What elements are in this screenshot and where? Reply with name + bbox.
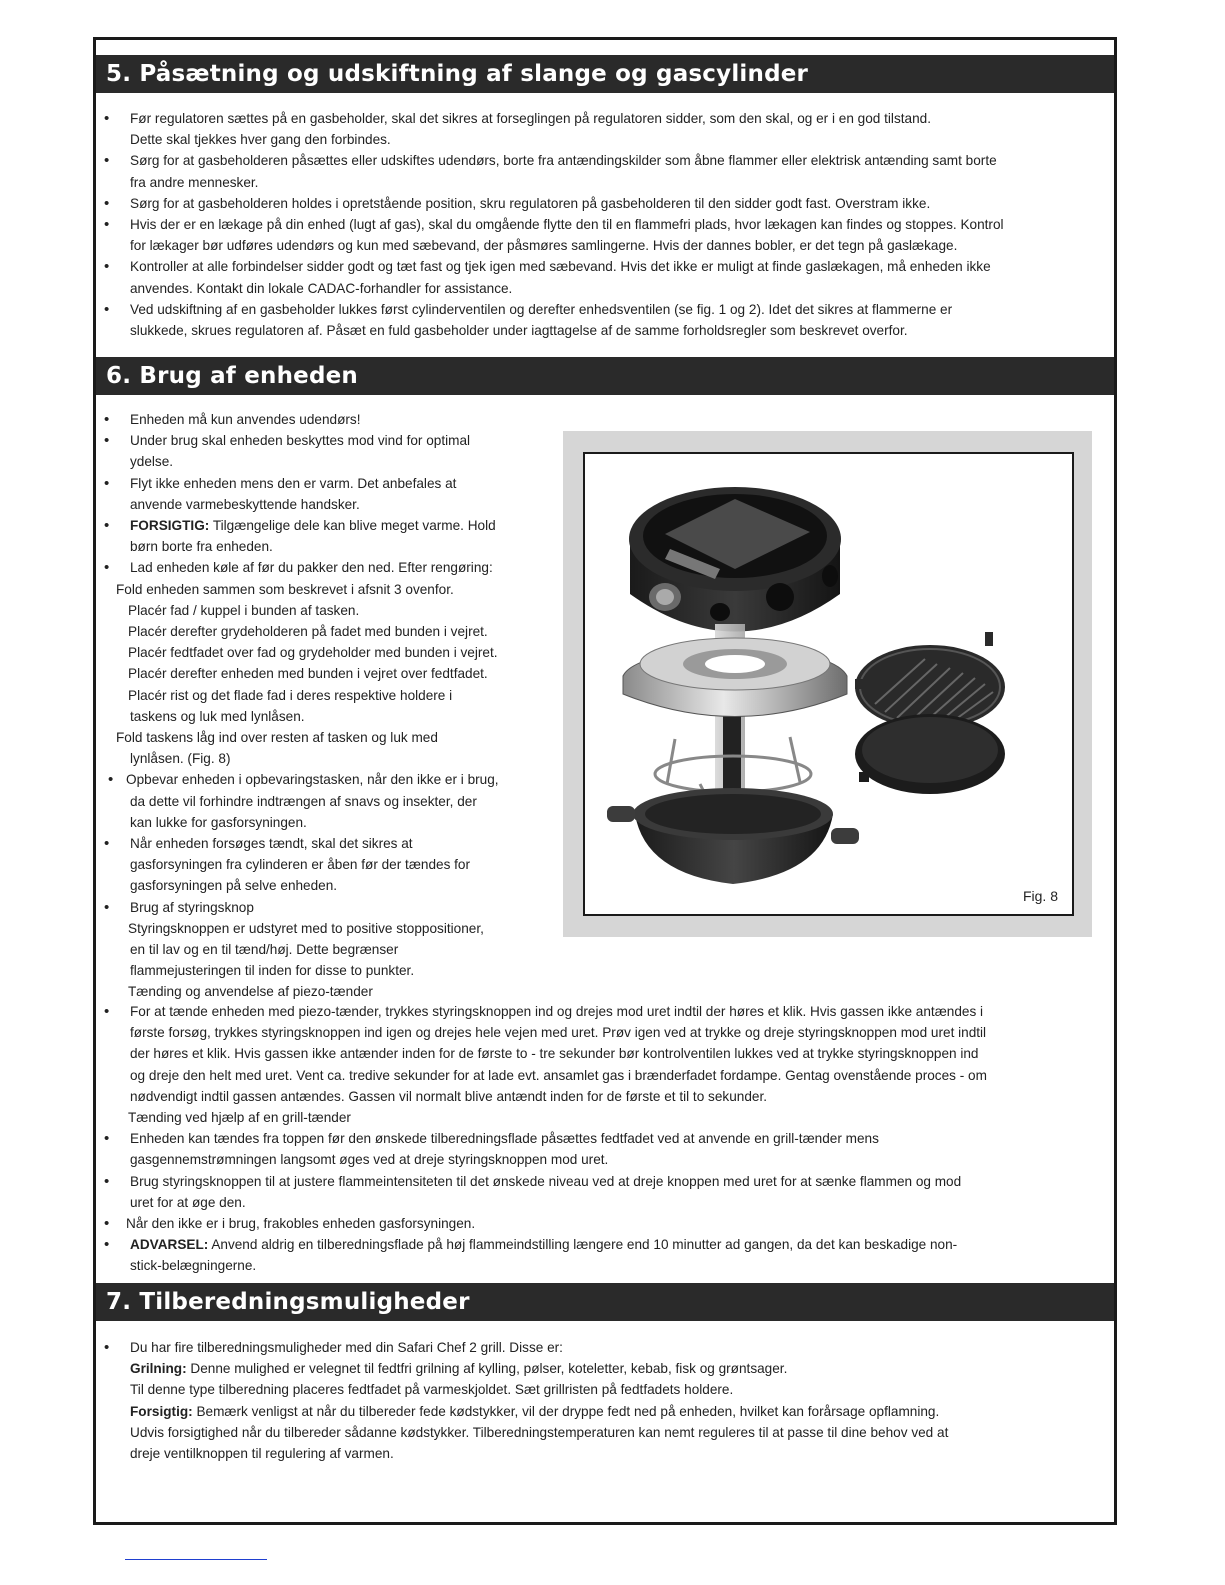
- list-item: • Enheden kan tændes fra toppen før den ønskede tilberedningsflade påsættes fedtfadet ved at anvende en grill-tænder mens: [104, 1130, 879, 1148]
- list-item-cont: der høres et klik. Hvis gassen ikke antænder inden for de første to - tre sekunder bør kontrolventilen lukkes ved at trykke styringsknoppen ind: [130, 1046, 979, 1062]
- list-item-cont: anvendes. Kontakt din lokale CADAC-forhandler for assistance.: [130, 280, 513, 296]
- list-item-cont: Fold taskens låg ind over resten af tasken og luk med: [116, 730, 438, 746]
- list-item-cont: uret for at øge den.: [130, 1194, 246, 1210]
- list-item-cont: og dreje den helt med uret. Vent ca. tredive sekunder for at lade evt. ansamlet gas i brænderfadet fordampe. Gentag ovenstående proces - om: [130, 1067, 987, 1083]
- list-item-cont: dreje ventilknoppen til regulering af varmen.: [130, 1446, 394, 1462]
- list-item-cont: Placér derefter enheden med bunden i vejret over fedtfadet.: [128, 666, 488, 682]
- list-item-cont: Fold enheden sammen som beskrevet i afsnit 3 ovenfor.: [116, 581, 454, 597]
- grilning-label: Grilning:: [130, 1361, 187, 1377]
- list-item-cont: gasforsyningen på selve enheden.: [130, 878, 338, 894]
- list-item-cont: Udvis forsigtighed når du tilbereder sådanne kødstykker. Tilberedningstemperaturen kan nemt reguleres til at passe til dine behov ved at: [130, 1424, 949, 1440]
- section-6-left-column: [104, 409, 499, 1003]
- list-item-cont: kan lukke for gasforsyningen.: [130, 814, 307, 830]
- list-item-cont: stick-belægningerne.: [130, 1258, 257, 1274]
- list-item-cont: slukkede, skrues regulatoren af. Påsæt en fuld gasbeholder under iagttagelse af de samme forholdsregler som beskrevet overfor.: [130, 323, 908, 339]
- list-item-cont: fra andre mennesker.: [130, 174, 259, 190]
- heat-shield: [623, 638, 847, 717]
- list-item-cont: Grilning: Denne mulighed er velegnet til fedtfri grilning af kylling, pølser, koteletter, kebab, fisk og grøntsager.: [130, 1361, 788, 1377]
- list-item-cont: gasforsyningen fra cylinderen er åben før der tændes for: [130, 857, 471, 873]
- list-item-cont: Placér fad / kuppel i bunden af tasken.: [128, 602, 360, 618]
- list-item: • FORSIGTIG: Tilgængelige dele kan blive meget varme. Hold: [104, 517, 496, 535]
- burner-unit: [629, 487, 841, 632]
- list-item-cont: Placér derefter grydeholderen på fadet med bunden i vejret.: [128, 624, 488, 640]
- list-item-cont: Til denne type tilberedning placeres fedtfadet på varmeskjoldet. Sæt grillristen på fedtfadets holdere.: [130, 1382, 734, 1398]
- forsigtig-label: FORSIGTIG:: [130, 518, 210, 534]
- list-item: • Du har fire tilberedningsmuligheder med din Safari Chef 2 grill. Disse er:: [104, 1339, 563, 1356]
- list-item: • Brug af styringsknop: [104, 898, 254, 916]
- figure-caption: Fig. 8: [1022, 888, 1058, 904]
- list-item-cont: flammejusteringen til inden for disse to punkter.: [130, 963, 415, 979]
- list-item: • Hvis der er en lækage på din enhed (lugt af gas), skal du omgående flytte den til en flammefri plads, hvor lækagen kan findes og stoppes. Kontrol: [104, 216, 1004, 234]
- list-item-cont: for lækager bør udføres udendørs og kun med sæbevand, der påsmøres samlingerne. Hvis der dannes bobler, er det tegn på gaslækage.: [130, 238, 958, 254]
- section-7-title: 7. Tilberedningsmuligheder: [96, 1283, 1114, 1321]
- list-item-cont: da dette vil forhindre indtrængen af snavs og insekter, der: [130, 793, 477, 809]
- list-item-cont: Placér fedtfadet over fad og grydeholder med bunden i vejret.: [128, 645, 498, 661]
- list-item: • Brug styringsknoppen til at justere flammeintensiteten til det ønskede niveau ved at dreje knoppen med uret for at sænke flammen og mod: [104, 1172, 962, 1190]
- list-item: • Under brug skal enheden beskyttes mod vind for optimal: [104, 432, 471, 450]
- list-item: • Kontroller at alle forbindelser sidder godt og tæt fast og tjek igen med sæbevand. Hvis det ikke er muligt at finde gaslækagen, må enheden ikke: [104, 258, 991, 276]
- list-item: • Sørg for at gasbeholderen holdes i opretstående position, skru regulatoren på gasbeholderen til den sidder godt fast. Overstram ikke.: [104, 194, 931, 212]
- list-item-cont: Styringsknoppen er udstyret med to positive stoppositioner,: [128, 920, 484, 936]
- section-6-full-width: [104, 1001, 987, 1277]
- list-item: • Når enheden forsøges tændt, skal det sikres at: [104, 835, 413, 853]
- list-item-cont: anvende varmebeskyttende handsker.: [130, 496, 360, 512]
- list-item-cont: børn borte fra enheden.: [130, 539, 273, 555]
- list-item-cont: Dette skal tjekkes hver gang den forbindes.: [130, 132, 391, 148]
- list-item: • Enheden må kun anvendes udendørs!: [104, 411, 361, 428]
- list-item: • Ved udskiftning af en gasbeholder lukkes først cylinderventilen og derefter enhedsventilen (se fig. 1 og 2). Idet det sikres at flammerne er: [104, 300, 953, 318]
- subheading: Tænding ved hjælp af en grill-tænder: [128, 1110, 351, 1126]
- advarsel-label: ADVARSEL:: [130, 1237, 209, 1253]
- base-pan: [607, 788, 859, 884]
- section-5-title: 5. Påsætning og udskiftning af slange og gascylinder: [96, 55, 1114, 93]
- list-item-cont: lynlåsen. (Fig. 8): [130, 751, 231, 767]
- list-item: • Opbevar enheden i opbevaringstasken, når den ikke er i brug,: [108, 771, 499, 789]
- list-item-cont: Placér rist og det flade fad i deres respektive holdere i: [128, 687, 453, 703]
- list-item-cont: ydelse.: [130, 454, 174, 470]
- flat-plate: [855, 714, 1005, 794]
- list-item: • Når den ikke er i brug, frakobles enheden gasforsyningen.: [104, 1215, 476, 1233]
- list-item: • ADVARSEL: Anvend aldrig en tilberedningsflade på høj flammeindstilling længere end 10 minutter ad gangen, da det kan beskadige non-: [104, 1236, 958, 1254]
- list-item-cont: taskens og luk med lynlåsen.: [130, 708, 305, 724]
- section-7-body: [104, 1337, 949, 1464]
- list-item-cont: Forsigtig: Bemærk venligst at når du tilbereder fede kødstykker, vil der dryppe fedt ned på enheden, hvilket kan forårsage opflamning.: [130, 1403, 940, 1419]
- section-5-body: [104, 108, 1004, 341]
- list-item: • For at tænde enheden med piezo-tænder, trykkes styringsknoppen ind og drejes mod uret indtil der høres et klik. Hvis gassen ikke antændes i: [104, 1003, 984, 1020]
- list-item-cont: gasgennemstrømningen langsomt øges ved at dreje styringsknoppen mod uret.: [130, 1152, 609, 1168]
- list-item-cont: Tænding og anvendelse af piezo-tænder: [128, 984, 373, 1000]
- list-item-cont: en til lav og en til tænd/høj. Dette begrænser: [130, 942, 399, 958]
- list-item: • Før regulatoren sættes på en gasbeholder, skal det sikres at forseglingen på regulatoren sidder, som den skal, og er i en god tilstand.: [104, 110, 931, 127]
- grill-exploded-illustration: [585, 454, 1072, 914]
- bottom-link-underline: [125, 1559, 267, 1560]
- section-6-title: 6. Brug af enheden: [96, 357, 1114, 395]
- list-item: • Lad enheden køle af før du pakker den ned. Efter rengøring:: [104, 559, 493, 577]
- list-item-cont: nødvendigt indtil gassen antændes. Gassen vil normalt blive antændt inden for de første et til to sekunder.: [130, 1088, 767, 1104]
- forsigtig-label-7: Forsigtig:: [130, 1403, 193, 1419]
- list-item: • Flyt ikke enheden mens den er varm. Det anbefales at: [104, 474, 457, 492]
- list-item: • Sørg for at gasbeholderen påsættes eller udskiftes udendørs, borte fra antændingskilder som åbne flammer eller elektrisk antænding samt borte: [104, 152, 997, 170]
- figure-8: [583, 452, 1074, 916]
- list-item-cont: første forsøg, trykkes styringsknoppen ind igen og drejes hele vejen med uret. Prøv igen ved at trykke og dreje styringsknoppen mod uret indtil: [130, 1025, 987, 1041]
